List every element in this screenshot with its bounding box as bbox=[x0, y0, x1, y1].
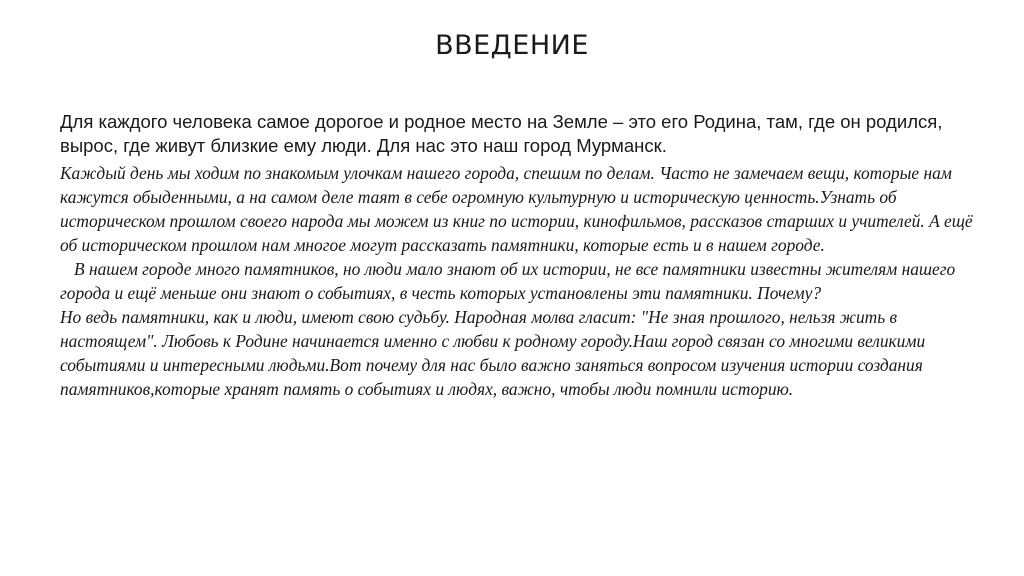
paragraph-2: В нашем городе много памятников, но люди мало знают об их истории, не все памятники известны жителям нашего города и ещё меньше они знают о событиях, в честь которых установлены эти памятники. Почему? bbox=[60, 259, 956, 303]
paragraph-1: Каждый день мы ходим по знакомым улочкам нашего города, спешим по делам. Часто не замечаем вещи, которые нам кажутся обыденными, а на самом деле таят в себе огромную культурную и историческую ценность.Узнать об историческом прошлом своего народа мы можем из книг по истории, кинофильмов, рассказов старших и учителей. А ещё об историческом прошлом нам многое могут рассказать памятники, которые есть и в нашем городе. bbox=[60, 163, 973, 255]
paragraph-3: Но ведь памятники, как и люди, имеют свою судьбу. Народная молва гласит: "Не зная прошлого, нельзя жить в настоящем". Любовь к Родине начинается именно с любви к родному городу.Наш город связан со многими великими событиями и интересными людьми.Вот почему для нас было важно заняться вопросом изучения истории создания памятников,которые хранят память о событиях и людях, важно, чтобы люди помнили историю. bbox=[60, 307, 926, 399]
slide-title: ВВЕДЕНИЕ bbox=[435, 30, 589, 61]
body-text bbox=[60, 161, 980, 401]
lead-paragraph: Для каждого человека самое дорогое и родное место на Земле – это его Родина, там, где он родился, вырос, где живут близкие ему люди. Для нас это наш город Мурманск. bbox=[60, 111, 943, 156]
